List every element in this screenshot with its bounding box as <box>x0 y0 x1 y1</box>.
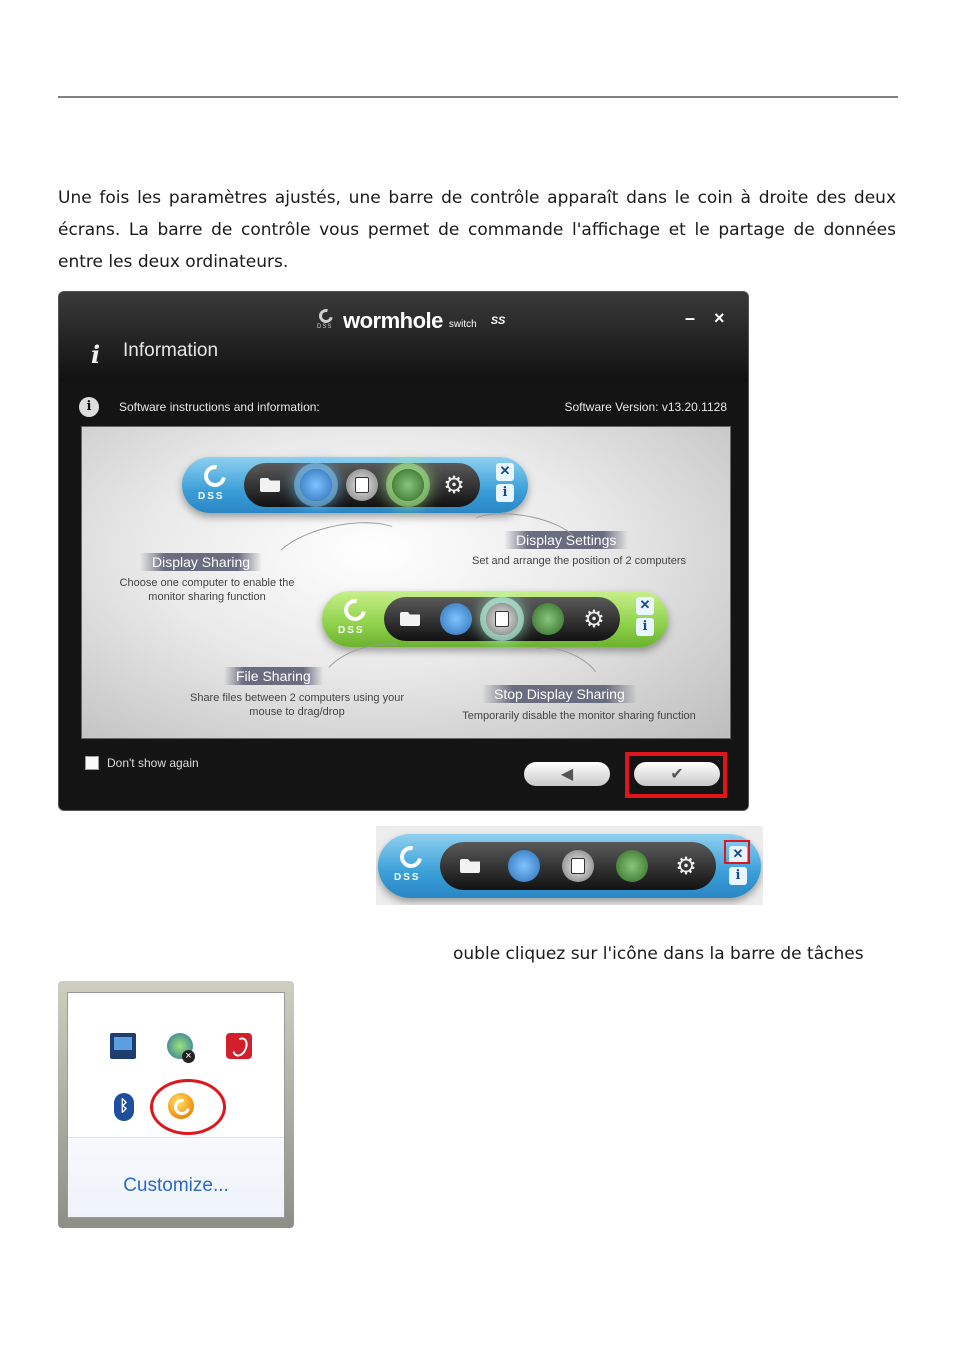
instructions-diagram <box>81 426 731 739</box>
info-icon: i <box>91 340 101 369</box>
back-button[interactable]: ◀ <box>524 762 610 786</box>
intro-line-2: deux écrans. La barre de contrôle vous permet de commande l'affichage et le partage de <box>58 188 897 240</box>
info-icon: i <box>496 484 514 502</box>
folder-icon <box>254 469 286 501</box>
taskbar-caption: ouble cliquez sur l'icône dans la barre de tâches <box>453 944 864 964</box>
close-window-button[interactable]: × <box>714 308 725 328</box>
close-highlight-frame <box>724 840 750 864</box>
dont-show-checkbox[interactable] <box>85 756 99 770</box>
user-blue-icon[interactable] <box>508 850 540 882</box>
red-app-icon[interactable] <box>226 1033 252 1059</box>
brand-suffix: switch <box>448 318 477 330</box>
close-icon[interactable]: ✕ <box>729 846 747 864</box>
stop-display-sharing-label: Stop Display Sharing <box>482 685 637 703</box>
monitor-icon[interactable] <box>110 1033 136 1059</box>
info-icon: i <box>636 618 654 636</box>
file-sharing-desc: Share files between 2 computers using your mouse to drag/drop <box>189 692 404 718</box>
stop-display-sharing-desc: Temporarily disable the monitor sharing function <box>462 710 696 722</box>
window-title: Information <box>123 340 219 361</box>
info-bar <box>79 396 729 422</box>
user-blue-icon <box>300 469 332 501</box>
intro-paragraph <box>58 182 896 278</box>
diagram-toolbar-green <box>322 591 668 647</box>
dss-highlight-ring <box>150 1079 226 1135</box>
display-settings-label: Display Settings <box>504 531 628 549</box>
info-bubble-icon: i <box>79 397 99 417</box>
display-sharing-desc: Choose one computer to enable the monitor sharing function <box>119 577 295 603</box>
usb3-badge: SS <box>490 315 506 327</box>
toolbar-button-group <box>440 842 716 890</box>
instructions-label: Software instructions and information: <box>119 400 320 414</box>
user-blue-icon <box>440 603 472 635</box>
gear-icon[interactable]: ⚙ <box>675 852 697 880</box>
network-icon[interactable] <box>167 1033 193 1059</box>
dont-show-again[interactable] <box>85 756 199 770</box>
customize-link[interactable]: Customize... <box>123 1175 229 1196</box>
wormhole-brand <box>317 306 505 336</box>
gear-icon: ⚙ <box>583 605 605 633</box>
bluetooth-icon[interactable]: ᛒ <box>114 1093 134 1121</box>
stop-icon <box>486 603 518 635</box>
tray-icon-area <box>67 992 285 1218</box>
dss-logo-icon: DSS <box>196 465 236 505</box>
header-rule <box>58 96 898 98</box>
ok-button[interactable]: ✔ <box>634 762 720 786</box>
control-bar-screenshot <box>376 826 763 905</box>
dss-logo-icon: DSS <box>392 846 432 886</box>
toolbar-side-buttons <box>496 463 516 502</box>
gear-icon: ⚙ <box>443 471 465 499</box>
minimize-button[interactable]: – <box>685 308 696 328</box>
information-window <box>58 291 749 811</box>
software-version: Software Version: v13.20.1128 <box>564 400 727 414</box>
toolbar-button-group <box>384 597 620 641</box>
user-green-icon[interactable] <box>616 850 648 882</box>
stop-icon <box>346 469 378 501</box>
intro-line-3: données entre les deux ordinateurs. <box>58 220 896 272</box>
dss-logo-icon: DSS <box>336 599 376 639</box>
user-green-icon <box>392 469 424 501</box>
close-icon: ✕ <box>636 597 654 615</box>
toolbar-side-buttons <box>636 597 656 636</box>
dont-show-label: Don't show again <box>107 756 199 770</box>
display-sharing-label: Display Sharing <box>140 553 262 571</box>
folder-icon[interactable] <box>454 850 486 882</box>
control-bar <box>378 834 761 898</box>
ok-highlight-frame <box>625 752 727 798</box>
diagram-toolbar-blue <box>182 457 528 513</box>
dss-logo-icon: DSS <box>317 309 337 333</box>
info-icon[interactable]: i <box>729 867 747 885</box>
intro-line-1: Une fois les paramètres ajustés, une barre de contrôle apparaît dans le coin à droite des <box>58 188 847 208</box>
folder-icon <box>394 603 426 635</box>
tray-popup <box>58 981 294 1228</box>
brand-word: wormhole <box>343 308 443 333</box>
stop-icon[interactable] <box>562 850 594 882</box>
user-green-icon <box>532 603 564 635</box>
display-settings-desc: Set and arrange the position of 2 computers <box>471 555 687 567</box>
file-sharing-label: File Sharing <box>224 667 323 685</box>
close-icon: ✕ <box>496 463 514 481</box>
toolbar-button-group <box>244 463 480 507</box>
